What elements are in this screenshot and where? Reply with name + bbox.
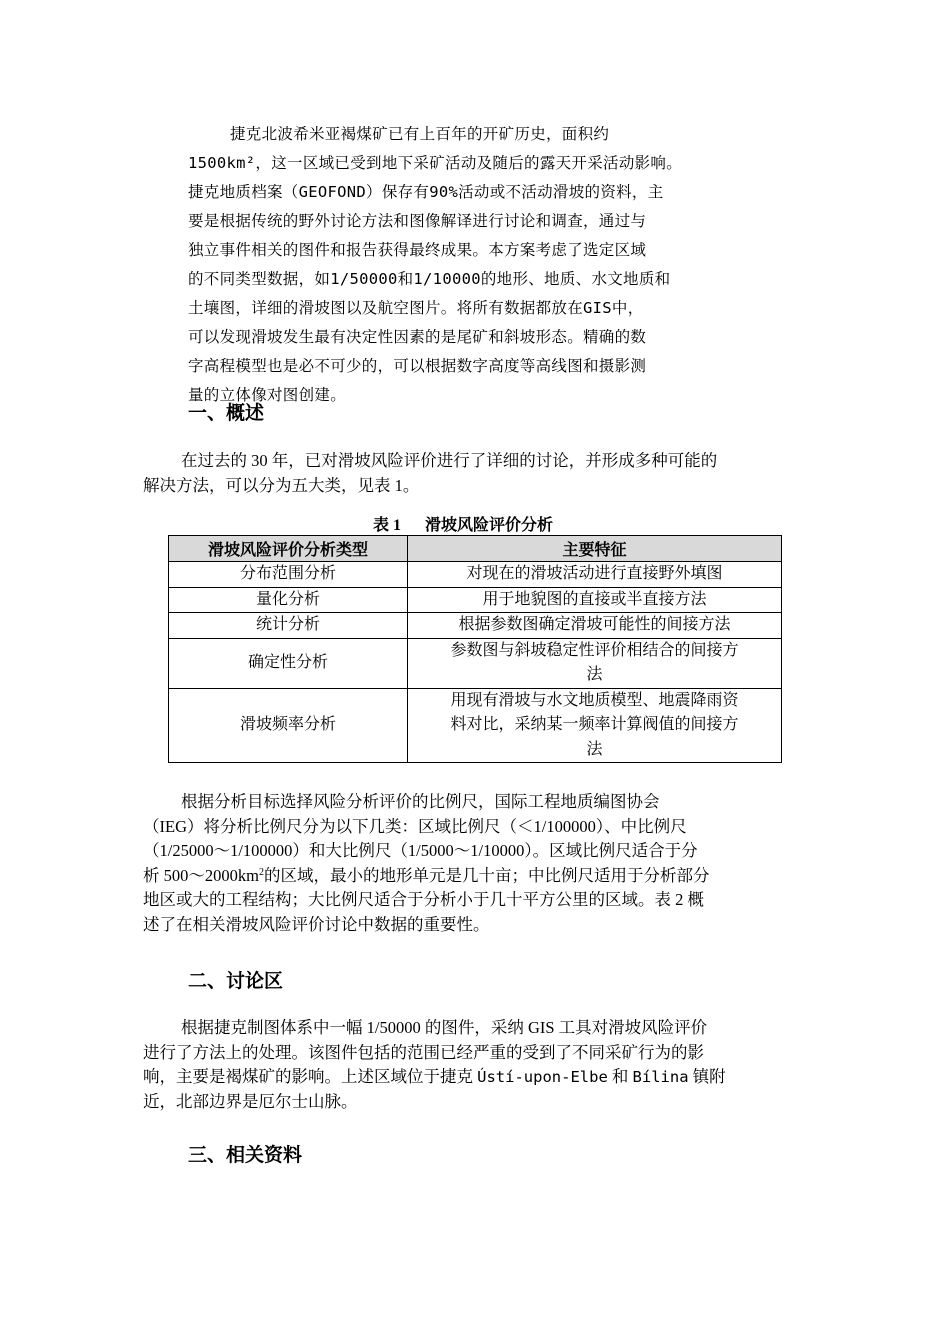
paragraph-line: （IEG）将分析比例尺分为以下几类：区域比例尺（＜1/100000）、中比例尺 <box>143 816 687 836</box>
paragraph-line <box>143 864 807 889</box>
intro-line: 土壤图，详细的滑坡图以及航空图片。将所有数据都放在GIS中， <box>188 299 644 317</box>
paragraph-line: 地区或大的工程结构；大比例尺适合于分析小于几十平方公里的区域。表 2 概 <box>143 890 704 909</box>
table-cell-type: 统计分析 <box>169 613 408 639</box>
table-header-feature: 主要特征 <box>408 536 782 562</box>
study-area-paragraph <box>143 1016 807 1114</box>
intro-line: 可以发现滑坡发生最有决定性因素的是尾矿和斜坡形态。精确的数 <box>188 328 647 346</box>
table-cell-type: 确定性分析 <box>169 638 408 688</box>
table-row <box>169 562 782 588</box>
table-caption-number: 表 1 <box>372 517 401 534</box>
table-header-type: 滑坡风险评价分析类型 <box>169 536 408 562</box>
intro-line: 要是根据传统的野外讨论方法和图像解译进行讨论和调查，通过与 <box>188 212 647 230</box>
table-header-row <box>169 536 782 562</box>
table-cell-feature <box>408 688 782 763</box>
intro-line: 捷克北波希米亚褐煤矿已有上百年的开矿历史，面积约 <box>230 125 610 143</box>
section-heading-overview: 一、概述 <box>188 403 265 424</box>
table-caption <box>143 512 783 535</box>
table-cell-feature <box>408 638 782 688</box>
place-name: Bílina <box>632 1068 689 1086</box>
intro-line: 的不同类型数据，如1/50000和1/10000的地形、地质、水文地质和 <box>188 270 671 288</box>
paragraph-line: 在过去的 30 年，已对滑坡风险评价进行了详细的讨论，并形成多种可能的 <box>181 451 718 470</box>
intro-line: 捷克地质档案（GEOFOND）保存有90%活动或不活动滑坡的资料，主 <box>188 183 664 201</box>
paragraph-line: （1/25000～1/100000）和大比例尺（1/5000～1/10000）。区域比例尺适合于分 <box>143 841 698 860</box>
table-cell-type: 分布范围分析 <box>169 562 408 588</box>
text-run: 响，主要是褐煤矿的影响。上述区域位于捷克 <box>143 1067 478 1086</box>
scale-paragraph <box>143 790 807 937</box>
paragraph-line <box>143 1065 807 1090</box>
intro-line: 1500km²，这一区域已受到地下采矿活动及随后的露天开采活动影响。 <box>188 154 683 172</box>
superscript: 2 <box>258 866 264 878</box>
paragraph-line: 近，北部边界是厄尔士山脉。 <box>143 1091 358 1111</box>
table-cell-feature <box>408 587 782 613</box>
paragraph-line: 述了在相关滑坡风险评价讨论中数据的重要性。 <box>143 914 490 934</box>
paragraph-line: 解决方法，可以分为五大类，见表 1。 <box>143 475 420 495</box>
cell-line: 料对比，采纳某一频率计算阀值的间接方 <box>450 716 739 733</box>
table-row <box>169 638 782 688</box>
cell-line: 用现有滑坡与水文地质模型、地震降雨资 <box>450 691 739 709</box>
cell-line: 对现在的滑坡活动进行直接野外填图 <box>466 565 723 582</box>
cell-line: 参数图与斜坡稳定性评价相结合的间接方 <box>450 641 739 659</box>
intro-line: 独立事件相关的图件和报告获得最终成果。本方案考虑了选定区域 <box>188 241 647 259</box>
cell-line: 法 <box>586 740 603 758</box>
intro-line: 量的立体像对图创建。 <box>188 386 347 404</box>
text-run: 和 <box>607 1067 633 1086</box>
text-run: 析 500～2000km <box>143 865 259 885</box>
place-name: Ústí-upon-Elbe <box>477 1068 608 1086</box>
table-row <box>169 613 782 639</box>
cell-line: 用于地貌图的直接或半直接方法 <box>482 590 707 608</box>
intro-line: 字高程模型也是必不可少的，可以根据数字高度等高线图和摄影测 <box>188 357 647 375</box>
table-cell-feature <box>408 562 782 588</box>
cell-line: 根据参数图确定滑坡可能性的间接方法 <box>458 616 731 633</box>
table-row <box>169 587 782 613</box>
paragraph-line: 进行了方法上的处理。该图件包括的范围已经严重的受到了不同采矿行为的影 <box>143 1042 704 1062</box>
overview-paragraph <box>143 449 807 498</box>
section-heading-study-area: 二、讨论区 <box>188 971 284 992</box>
text-run: 的区域，最小的地形单元是几十亩；中比例尺适用于分析部分 <box>263 865 710 885</box>
text-run: 镇附 <box>688 1067 726 1086</box>
section-heading-references: 三、相关资料 <box>188 1145 303 1166</box>
paragraph-line: 根据分析目标选择风险分析评价的比例尺，国际工程地质编图协会 <box>181 792 660 811</box>
cell-line: 法 <box>586 666 603 683</box>
paragraph-line: 根据捷克制图体系中一幅 1/50000 的图件，采纳 GIS 工具对滑坡风险评价 <box>181 1018 708 1037</box>
table-cell-type: 量化分析 <box>169 587 408 613</box>
intro-paragraph <box>188 120 768 410</box>
table-cell-feature <box>408 613 782 639</box>
table-cell-type: 滑坡频率分析 <box>169 688 408 763</box>
table-row <box>169 688 782 763</box>
risk-analysis-table <box>168 535 782 763</box>
table-caption-title: 滑坡风险评价分析 <box>425 517 554 534</box>
